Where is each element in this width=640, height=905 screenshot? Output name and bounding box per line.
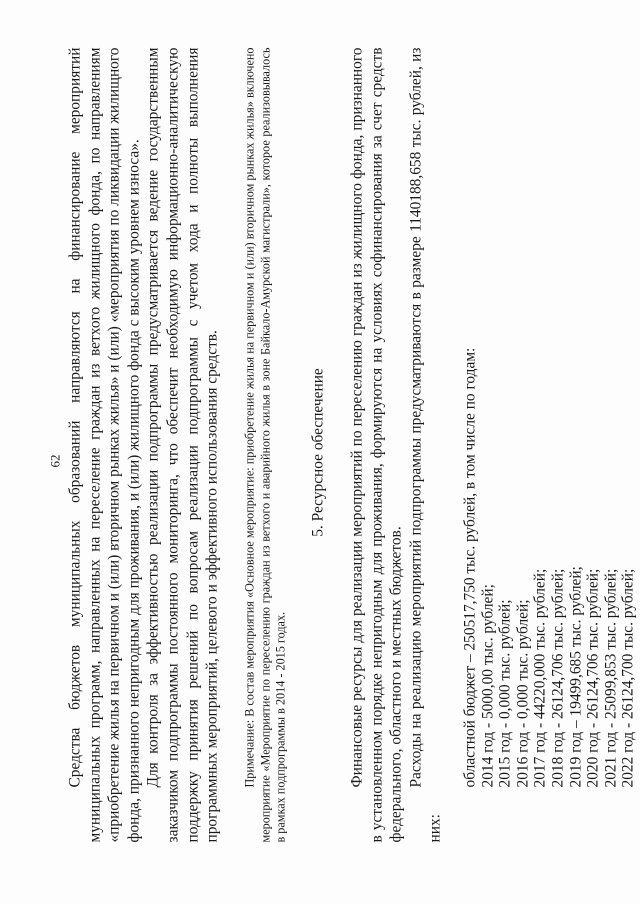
budget-line: 2021 год - 25099,853 тыс. рублей; <box>602 568 620 788</box>
paragraph-municipal-funds: Средства бюджетов муниципальных образований направляются на финансирование мероприятий муниципальных программ, направленных на переселение граждан из ветхого жилищного фонда, по направлениям «приобретение жилья на первичном и (или) вторичном рынках жилья» и (или) «мероприятия по ликвидации жилищного фонда, признанного непригодным для проживания, и (или) жилищного фонда с высоким уровнем износа». <box>66 47 143 843</box>
note-block <box>243 48 290 843</box>
budget-list <box>462 348 638 788</box>
intro-paragraphs <box>66 48 223 843</box>
resource-paragraphs <box>348 48 446 843</box>
paragraph-expenses: Расходы на реализацию мероприятий подпрограммы предусматриваются в размере 1140188,658 тыс. рублей, из них: <box>407 47 444 843</box>
budget-line: 2014 год - 5000,00 тыс. рублей; <box>479 584 497 788</box>
budget-line: 2015 год - 0,000 тыс. рублей; <box>496 599 514 788</box>
paragraph-financial-resources: Финансовые ресурсы для реализации мероприятий по переселению граждан из жилищного фонда, признанного в установленном порядке непригодным для проживания, формируются на условиях софинансирования за счет средств федерального, областного и местных бюджетов. <box>348 47 405 843</box>
section-title: 5. Ресурсное обеспечение <box>309 368 327 537</box>
budget-line: 2016 год - 0,000 тыс. рублей; <box>514 599 532 788</box>
paragraph-monitoring: Для контроля за эффективностью реализации подпрограммы предусматривается ведение государственным заказчиком подпрограммы постоянного мониторинга, что обеспечит необходимую информационно-аналитическую поддержку принятия решений по вопросам реализации подпрограммы с учетом хода и полноты выполнения программных мероприятий, целевого и эффективного использования средств. <box>144 47 221 843</box>
budget-line: 2018 год - 26124,706 тыс. рублей; <box>549 568 567 788</box>
budget-line: 2020 год - 26124,706 тыс. рублей; <box>584 568 602 788</box>
page-number: 62 <box>47 454 63 468</box>
budget-line: 2019 год – 19499,685 тыс. рублей; <box>567 566 585 788</box>
rotated-document-body <box>47 43 637 863</box>
budget-line: областной бюджет – 250517,750 тыс. рублей, в том числе по годам: <box>461 347 479 788</box>
note-text: Примечание: В состав мероприятия «Основное мероприятие: приобретение жилья на первичном и (или) вторичном рынках жилья» включено мероприятие «Мероприятие по переселению граждан из ветхого и аварийного жилья в зоне Байкало-Амурской магистрали», которое реализовывалось в рамках подпрограммы в 2014 - 2015 годах. <box>242 47 288 843</box>
budget-line: 2017 год - 44220,000 тыс. рублей; <box>531 568 549 788</box>
budget-line: 2022 год - 26124,700 тыс. рублей; <box>619 568 637 788</box>
